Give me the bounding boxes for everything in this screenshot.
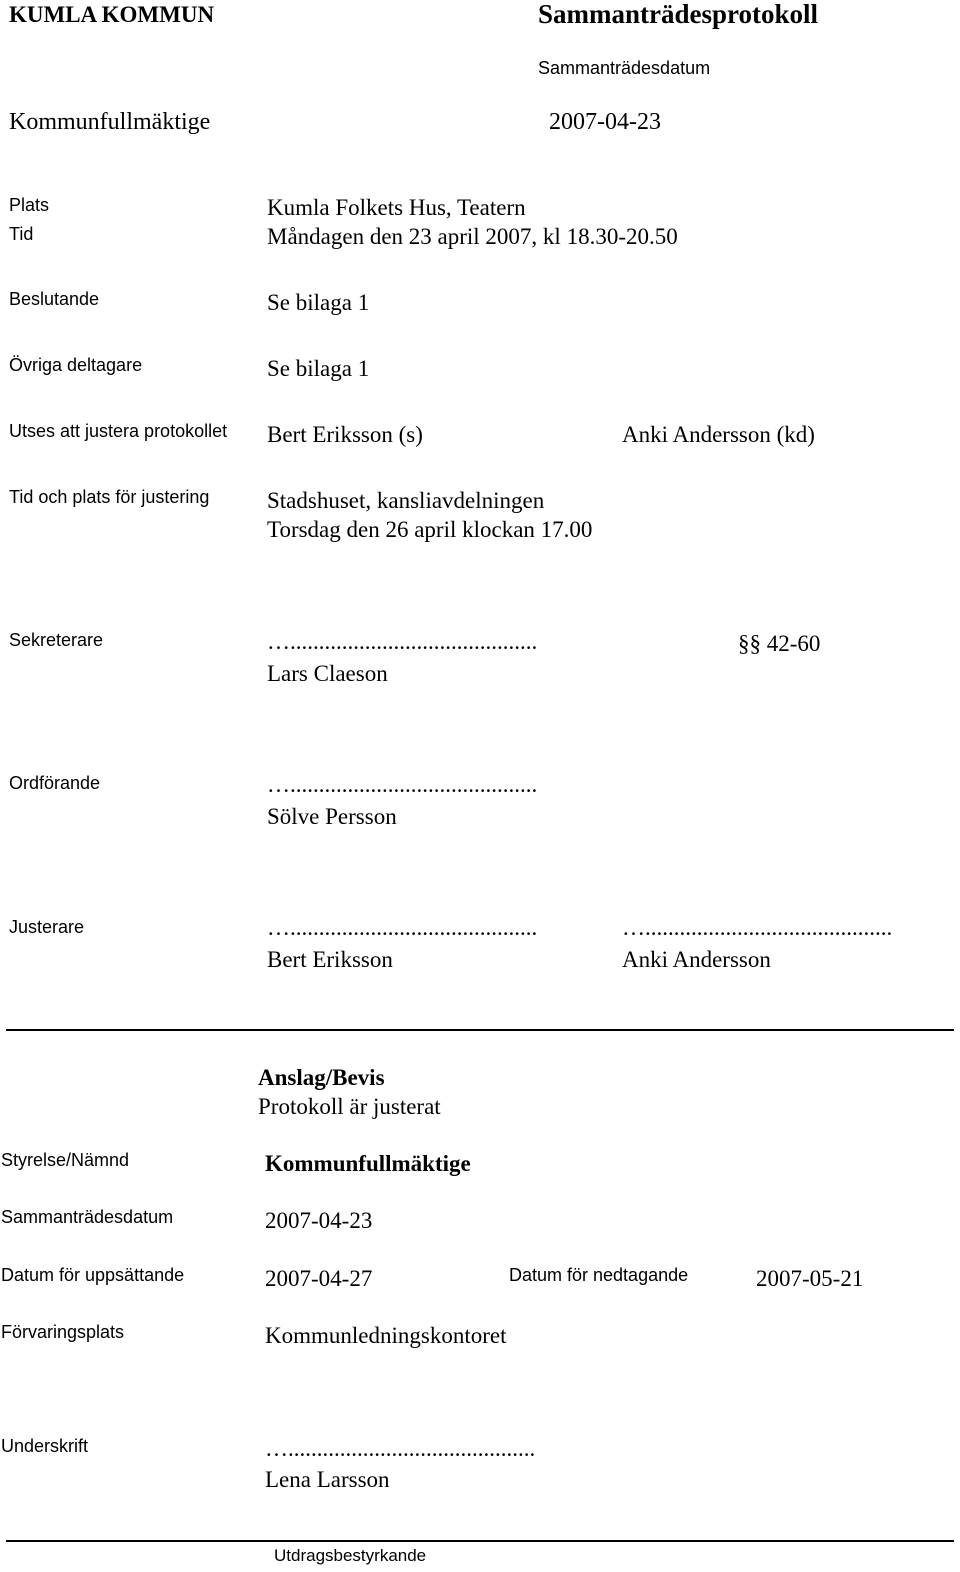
adjusters-label: Justerare	[9, 917, 85, 937]
posted-date-label: Datum för uppsättande	[1, 1265, 185, 1285]
adjusters-appointed-label: Utses att justera protokollet	[9, 421, 228, 441]
adjustment-time-place-label: Tid och plats för justering	[9, 487, 210, 507]
deciding-value: Se bilaga 1	[267, 290, 370, 315]
footer-divider	[6, 1540, 954, 1542]
adjuster-two-signature-line: …...........................................	[622, 915, 893, 940]
board-value: Kommunfullmäktige	[265, 1151, 471, 1176]
adjuster-two-name: Anki Andersson	[622, 947, 771, 972]
secretary-name: Lars Claeson	[267, 661, 388, 686]
adjuster-one: Bert Eriksson (s)	[267, 422, 423, 447]
other-participants-value: Se bilaga 1	[267, 356, 370, 381]
adjuster-two: Anki Andersson (kd)	[622, 422, 815, 447]
notice-date-label: Sammanträdesdatum	[1, 1207, 174, 1227]
adjustment-place: Stadshuset, kansliavdelningen	[267, 488, 545, 513]
chair-signature-line: …...........................................	[267, 772, 538, 797]
other-participants-label: Övriga deltagare	[9, 355, 143, 375]
time-label: Tid	[9, 224, 34, 244]
meeting-date: 2007-04-23	[549, 109, 661, 135]
certification-label: Utdragsbestyrkande	[274, 1546, 427, 1565]
chair-name: Sölve Persson	[267, 804, 397, 829]
document-title: Sammanträdesprotokoll	[538, 0, 819, 29]
posted-date-value: 2007-04-27	[265, 1266, 373, 1291]
secretary-label: Sekreterare	[9, 630, 104, 650]
section-divider	[6, 1029, 954, 1031]
municipality-name: KUMLA KOMMUN	[9, 2, 215, 27]
place-label: Plats	[9, 195, 50, 215]
removed-date-label: Datum för nedtagande	[509, 1265, 689, 1285]
storage-value: Kommunledningskontoret	[265, 1323, 507, 1348]
deciding-label: Beslutande	[9, 289, 100, 309]
meeting-date-label: Sammanträdesdatum	[538, 58, 711, 78]
signature-label: Underskrift	[1, 1436, 89, 1456]
adjustment-time: Torsdag den 26 april klockan 17.00	[267, 517, 593, 542]
board-label: Styrelse/Nämnd	[1, 1150, 130, 1170]
adjuster-one-signature-line: …...........................................	[267, 915, 538, 940]
secretary-signature-line: …...........................................	[267, 629, 538, 654]
chair-label: Ordförande	[9, 773, 101, 793]
place-value: Kumla Folkets Hus, Teatern	[267, 195, 526, 220]
notice-title: Anslag/Bevis	[258, 1065, 385, 1090]
committee-name: Kommunfullmäktige	[9, 109, 211, 135]
removed-date-value: 2007-05-21	[756, 1266, 864, 1291]
notice-date-value: 2007-04-23	[265, 1208, 373, 1233]
adjuster-one-name: Bert Eriksson	[267, 947, 393, 972]
signature-line: …...........................................	[265, 1436, 536, 1461]
storage-label: Förvaringsplats	[1, 1322, 125, 1342]
paragraph-range: §§ 42-60	[738, 631, 821, 656]
time-value: Måndagen den 23 april 2007, kl 18.30-20.50	[267, 224, 678, 249]
notice-subtitle: Protokoll är justerat	[258, 1094, 441, 1119]
signature-name: Lena Larsson	[265, 1467, 390, 1492]
